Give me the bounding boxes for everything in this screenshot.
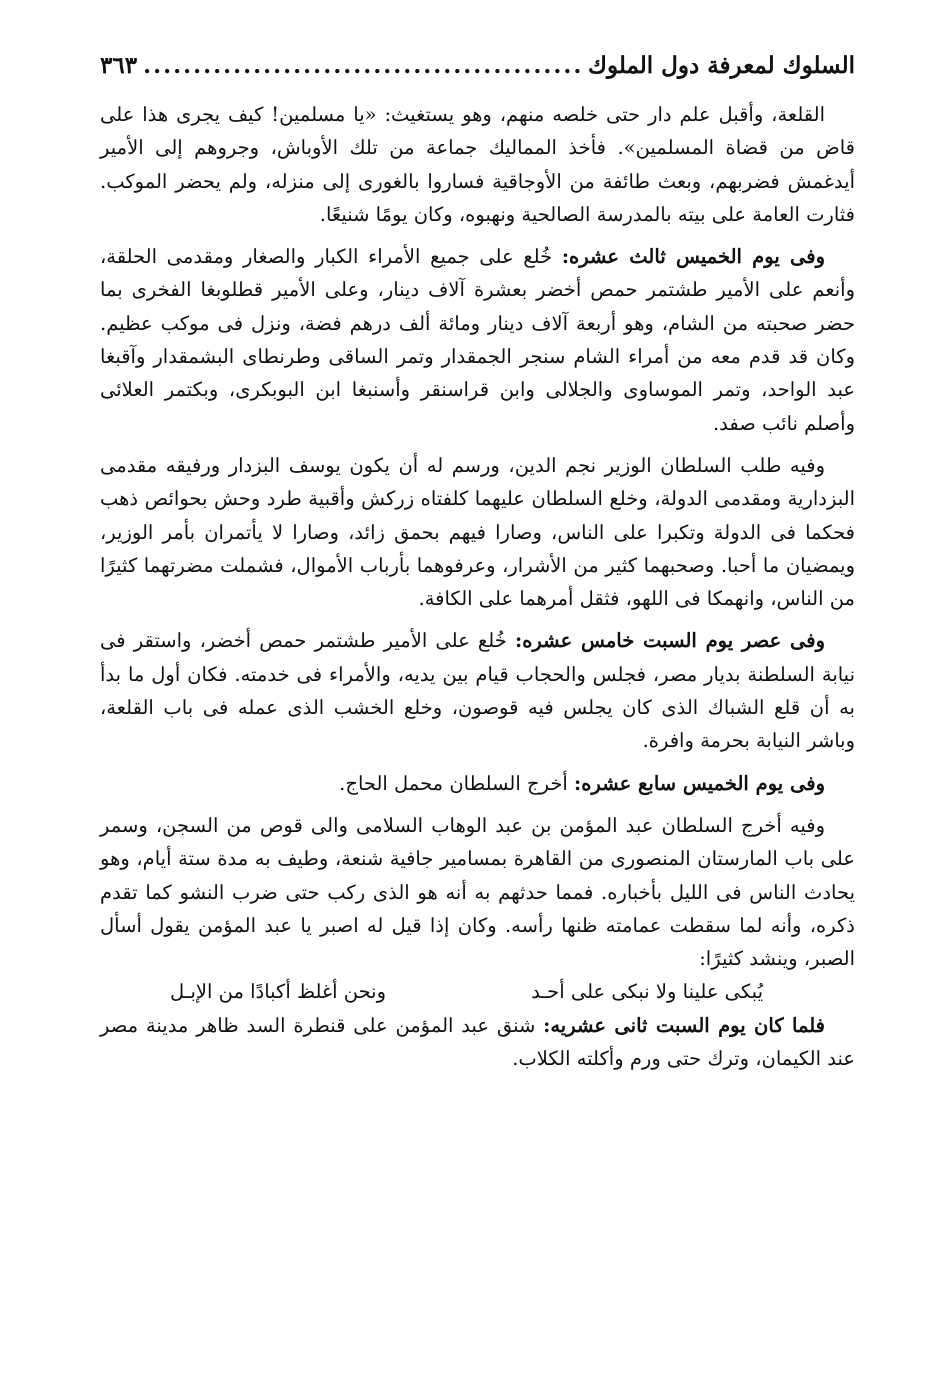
closing-paragraph-lead: فلما كان يوم السبت ثانى عشريه: [543, 1013, 825, 1037]
poem-verse [100, 975, 855, 1008]
paragraph-3 [100, 449, 855, 615]
paragraph-2-text: خُلع على جميع الأمراء الكبار والصغار ومقدمى الحلقة، وأنعم على الأمير طشتمر حمص أخضر بعشرة آلاف دينار، وعلى الأمير قطلوبغا الفخرى بما حضر صحبته من الشام، وهو أربعة آلاف دينار ومائة ألف درهم فضة، ونزل فى موكب عظيم. وكان قد قدم معه من أمراء الشام سنجر الجمقدار وتمر الساقى وطرنطاى البشمقدار وآقبغا عبد الواحد، وتمر الموساوى والجلالى وابن قراسنقر وأسنبغا ابن البوبكرى، وبكتمر العلائى وأصلم نائب صفد. [100, 245, 855, 435]
paragraph-5 [100, 767, 855, 800]
paragraph-5-lead: وفى يوم الخميس سابع عشره: [574, 771, 825, 795]
verse-second-hemistich: ونحن أغلظ أكبادًا من الإبـل [170, 980, 387, 1004]
page-number: ٣٦٣ [100, 52, 138, 79]
paragraph-2-lead: وفى يوم الخميس ثالث عشره: [561, 245, 825, 269]
closing-paragraph-text: شنق عبد المؤمن على قنطرة السد ظاهر مدينة مصر عند الكيمان، وترك حتى ورم وأكلته الكلاب. [100, 1013, 855, 1071]
paragraph-4-lead: وفى عصر يوم السبت خامس عشره: [515, 629, 825, 653]
paragraph-4 [100, 624, 855, 757]
paragraph-3-text: وفيه طلب السلطان الوزير نجم الدين، ورسم له أن يكون يوسف البزدار ورفيقه مقدمى البزدارية ومقدمى الدولة، وخلع السلطان عليهما كلفتاه زركش وأقبية طرد وحش بحوائص ذهب فحكما فى الدولة وتكبرا على الناس، وصارا فيهم بحمق زائد، وصارا لا يأتمران بأمر الوزير، ويمضيان ما أحبا. وصحبهما كثير من الأشرار، وعرفوهما بأرباب الأموال، فشملت مضرتهما كثيرًا من الناس، وانهمكا فى اللهو، فثقل أمرهما على الكافة. [100, 453, 855, 611]
paragraph-1-text: القلعة، وأقبل علم دار حتى خلصه منهم، وهو يستغيث: «يا مسلمين! كيف يجرى هذا على قاض من قضاة المسلمين». فأخذ المماليك جماعة من تلك الأوباش، وجروهم إلى الأمير أيدغمش فضربهم، وبعث طائفة من الأوجاقية فساروا بالغورى إلى منزله، ولم يحضر الموكب. فثارت العامة على بيته بالمدرسة الصالحية ونهبوه، وكان يومًا شنيعًا. [100, 103, 855, 226]
paragraph-2 [100, 240, 855, 440]
closing-paragraph [100, 1009, 855, 1076]
running-header [100, 52, 855, 98]
paragraph-4-text: خُلع على الأمير طشتمر حمص أخضر، واستقر فى نيابة السلطنة بديار مصر، فجلس والحجاب قيام بين يديه، والأمراء فى خدمته. فكان أول ما بدأ به أن قلع الشباك الذى كان يجلس فيه قوصون، وخلع الخشب الذى عمله فى باب القلعة، وباشر النيابة بحرمة وافرة. [100, 629, 855, 753]
book-page [100, 52, 855, 1075]
paragraph-5-text: أخرج السلطان محمل الحاج. [339, 771, 575, 795]
paragraph-6 [100, 809, 855, 975]
verse-first-hemistich: يُبكى علينا ولا نبكى على أحـد [531, 980, 763, 1004]
paragraph-1 [100, 98, 855, 231]
paragraph-6-text: وفيه أخرج السلطان عبد المؤمن بن عبد الوهاب السلامى والى قوص من السجن، وسمر على باب المارستان المنصورى من القاهرة بمسامير جافية شنعة، وطيف به مدة ستة أيام، وهو يحادث الناس فى الليل بأخباره. فمما حدثهم به أنه هو الذى ركب حتى ضرب النشو كما تقدم ذكره، وأنه لما سقطت عمامته ظنها رأسه. وكان إذا قيل له اصبر يا عبد المؤمن يقول أسأل الصبر، وينشد كثيرًا: [100, 813, 855, 971]
book-title: السلوك لمعرفة دول الملوك [587, 52, 855, 79]
leader-dots [143, 52, 582, 79]
